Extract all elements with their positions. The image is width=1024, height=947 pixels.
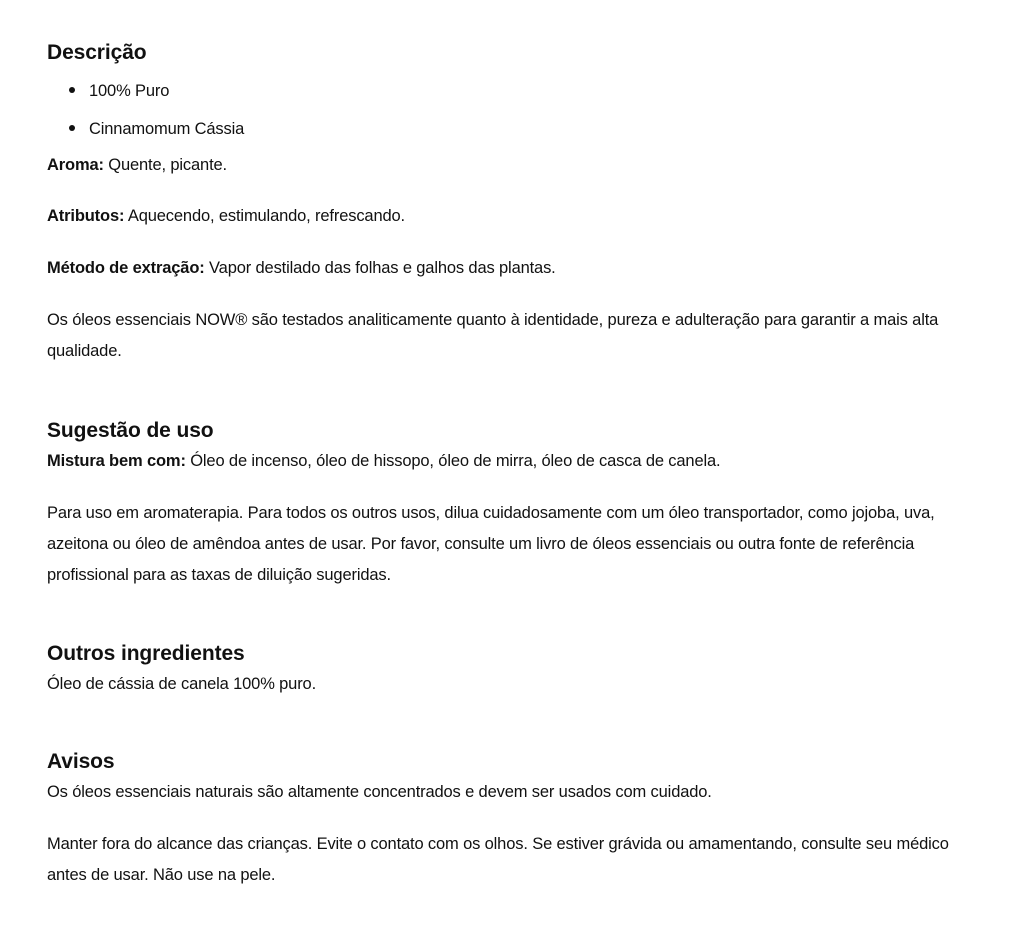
quality-paragraph: Os óleos essenciais NOW® são testados analiticamente quanto à identidade, pureza e adulteração para garantir a mais alta qualidade. bbox=[47, 311, 939, 360]
description-heading: Descrição bbox=[47, 41, 147, 64]
bullet-icon bbox=[69, 87, 75, 93]
other-ingredients-section bbox=[47, 639, 984, 700]
extraction-method-line bbox=[47, 253, 984, 284]
attributes-line bbox=[47, 201, 984, 232]
aroma-value: Quente, picante. bbox=[103, 156, 227, 174]
description-section bbox=[47, 38, 984, 367]
extraction-method-value: Vapor destilado das folhas e galhos das plantas. bbox=[204, 259, 556, 277]
warnings-paragraph-1: Os óleos essenciais naturais são altamente concentrados e devem ser usados com cuidado. bbox=[47, 783, 712, 801]
attributes-label: Atributos: bbox=[47, 207, 125, 225]
description-bullet-list bbox=[47, 72, 984, 148]
attributes-value: Aquecendo, estimulando, refrescando. bbox=[124, 207, 405, 225]
list-item bbox=[69, 110, 984, 148]
blends-with-line bbox=[47, 446, 984, 477]
bullet-icon bbox=[69, 125, 75, 131]
extraction-method-label: Método de extração: bbox=[47, 259, 205, 277]
aroma-label: Aroma: bbox=[47, 156, 104, 174]
other-ingredients-heading: Outros ingredientes bbox=[47, 642, 245, 665]
warnings-heading: Avisos bbox=[47, 750, 115, 773]
usage-paragraph: Para uso em aromaterapia. Para todos os outros usos, dilua cuidadosamente com um óleo transportador, como jojoba, uva, azeitona ou óleo de amêndoa antes de usar. Por favor, consulte um livro de óleos essenciais ou outra fonte de referência profissional para as taxas de diluição sugeridas. bbox=[47, 504, 935, 584]
blends-with-value: Óleo de incenso, óleo de hissopo, óleo de mirra, óleo de casca de canela. bbox=[185, 452, 721, 470]
bullet-text: Cinnamomum Cássia bbox=[89, 120, 245, 138]
aroma-line bbox=[47, 150, 984, 181]
warnings-section bbox=[47, 747, 984, 891]
blends-with-label: Mistura bem com: bbox=[47, 452, 186, 470]
suggested-use-section bbox=[47, 416, 984, 591]
warnings-paragraph-2: Manter fora do alcance das crianças. Evite o contato com os olhos. Se estiver grávida ou amamentando, consulte seu médico antes de usar. Não use na pele. bbox=[47, 835, 949, 884]
list-item bbox=[69, 72, 984, 110]
other-ingredients-text: Óleo de cássia de canela 100% puro. bbox=[47, 675, 317, 693]
bullet-text: 100% Puro bbox=[89, 82, 170, 100]
suggested-use-heading: Sugestão de uso bbox=[47, 419, 214, 442]
